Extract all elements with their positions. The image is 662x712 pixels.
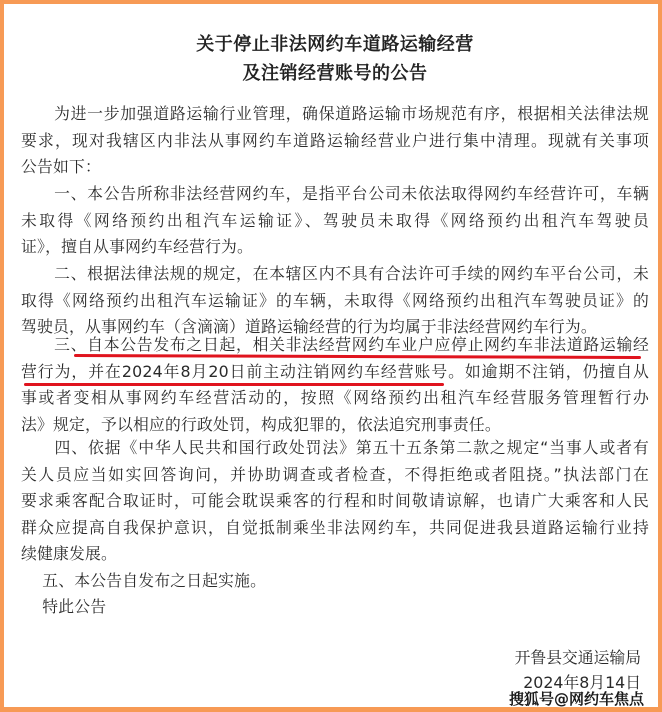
section-2-paragraph <box>21 261 649 341</box>
intro-line: 为进一步加强道路运输行业管理，确保道路运输市场规范有序，根据相关法律法规 <box>21 104 649 123</box>
document-title-line-1: 关于停止非法网约车道路运输经营 <box>196 34 474 55</box>
red-highlight-underline-2 <box>24 383 444 386</box>
section-4-line: 要求乘客配合取证时，可能会耽误乘客的行程和时间敬请谅解，也请广大乘客和人民 <box>21 491 649 510</box>
issue-date: 2024年8月14日 <box>523 673 641 692</box>
section-4-paragraph <box>21 435 649 568</box>
section-3-line: 营行为，并在2024年8月20日前主动注销网约车经营账号。如逾期不注销，仍擅自从 <box>21 361 649 381</box>
section-5-paragraph <box>21 568 649 595</box>
section-4-line: 群众应提高自我保护意识，自觉抵制乘坐非法网约车，共同促进我县道路运输行业持 <box>21 517 649 537</box>
section-3-line: 事或者变相从事网约车经营活动的，按照《网络预约出租汽车经营服务管理暂行办 <box>21 388 649 407</box>
closing-paragraph <box>21 594 649 621</box>
section-1-line: 未取得《网络预约出租汽车运输证》、驾驶员未取得《网络预约出租汽车驾驶员 <box>21 210 649 230</box>
section-1-line: 一、本公告所称非法经营网约车，是指平台公司未依法取得网约车经营许可，车辆 <box>21 184 649 203</box>
section-1-line: 证》，擅自从事网约车经营行为。 <box>21 237 254 256</box>
watermark: 搜狐号@网约车焦点 <box>508 690 644 708</box>
section-2-line: 二、根据法律法规的规定，在本辖区内不具有合法许可手续的网约车平台公司，未 <box>21 264 649 283</box>
intro-line: 公告如下： <box>21 157 101 176</box>
document-title-line-2: 及注销经营账号的公告 <box>242 63 428 84</box>
issuer-signature: 开鲁县交通运输局 <box>514 648 641 667</box>
intro-line: 要求，现对我辖区内非法从事网约车道路运输经营业户进行集中清理。现就有关事项 <box>21 130 649 150</box>
section-4-line: 四、依据《中华人民共和国行政处罚法》第五十五条第二款之规定“当事人或者有 <box>21 438 649 457</box>
section-2-line: 驾驶员，从事网约车（含滴滴）道路运输经营的行为均属于非法经营网约车行为。 <box>21 317 597 336</box>
section-4-line: 关人员应当如实回答询问，并协助调查或者检查，不得拒绝或者阻挠。”执法部门在 <box>21 464 649 484</box>
section-1-paragraph <box>21 181 649 261</box>
section-3-line: 三、自本公告发布之日起，相关非法经营网约车业户应停止网约车非法道路运输经 <box>21 335 649 354</box>
section-2-line: 取得《网络预约出租汽车运输证》的车辆，未取得《网络预约出租汽车驾驶员证》的 <box>21 290 649 310</box>
section-4-line: 续健康发展。 <box>21 544 117 563</box>
section-5-line: 五、本公告自发布之日起实施。 <box>21 571 267 590</box>
closing-line: 特此公告 <box>21 597 107 616</box>
intro-paragraph <box>21 101 649 181</box>
section-3-line: 法》规定，予以相应的行政处罚，构成犯罪的，依法追究刑事责任。 <box>21 414 501 434</box>
